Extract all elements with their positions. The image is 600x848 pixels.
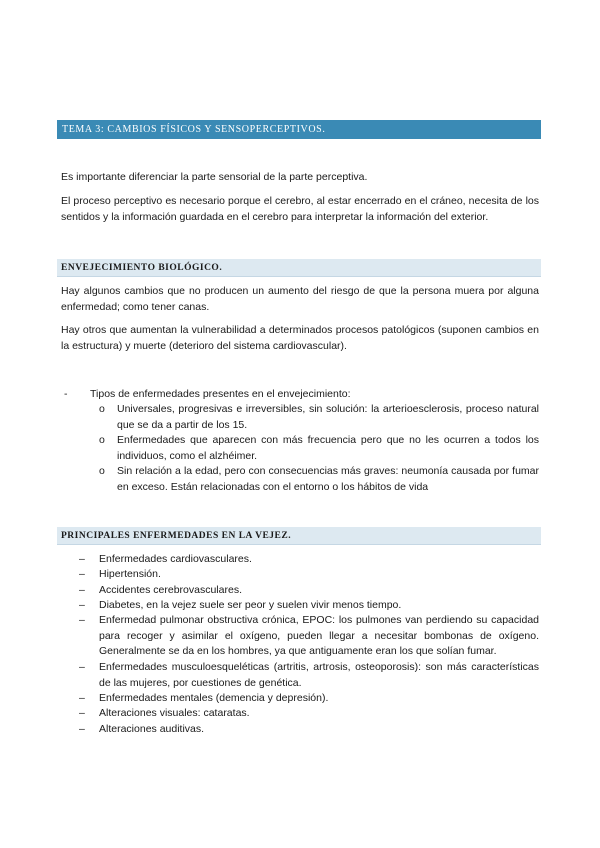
list-dash: –	[79, 661, 85, 673]
list-dash: –	[79, 614, 85, 626]
sub-bullet: o	[99, 434, 105, 446]
list-item: Alteraciones auditivas.	[99, 723, 205, 735]
list-item: Diabetes, en la vejez suele ser peor y suelen vivir menos tiempo.	[99, 599, 402, 611]
list-item: Accidentes cerebrovasculares.	[99, 584, 242, 596]
list-dash: –	[79, 553, 85, 565]
sub-list-item: Universales, progresivas e irreversibles, sin solución: la arterioesclerosis, proceso natural que se da a partir de los 15.	[117, 403, 539, 431]
sub-list-item: Sin relación a la edad, pero con consecuencias más graves: neumonía causada por fumar en exceso. Están relacionadas con el entorno o los hábitos de vida	[117, 465, 539, 493]
section-heading-enfermedades: PRINCIPALES ENFERMEDADES EN LA VEJEZ.	[57, 527, 541, 545]
section-heading-envejecimiento: ENVEJECIMIENTO BIOLÓGICO.	[57, 259, 541, 277]
list-item: Enfermedades musculoesqueléticas (artritis, artrosis, osteoporosis): son más características de las mujeres, por cuestiones de genética.	[99, 661, 539, 689]
section1-paragraph-1: Hay algunos cambios que no producen un aumento del riesgo de que la persona muera por alguna enfermedad; como tener canas.	[61, 285, 539, 313]
page-title: TEMA 3: CAMBIOS FÍSICOS Y SENSOPERCEPTIVOS.	[57, 120, 541, 139]
list-dash: –	[79, 723, 85, 735]
list-item: Alteraciones visuales: cataratas.	[99, 707, 250, 719]
list-bullet: -	[64, 388, 68, 400]
list-dash: –	[79, 692, 85, 704]
intro-paragraph-2: El proceso perceptivo es necesario porque el cerebro, al estar encerrado en el cráneo, necesita de los sentidos y la información guardada en el cerebro para interpretar la información del exterior.	[61, 195, 539, 223]
sub-bullet: o	[99, 465, 105, 477]
list-dash: –	[79, 584, 85, 596]
sub-list-item: Enfermedades que aparecen con más frecuencia pero que no les ocurren a todos los individuos, como el alzhéimer.	[117, 434, 539, 462]
list-item-title: Tipos de enfermedades presentes en el envejecimiento:	[90, 388, 351, 400]
section1-paragraph-2: Hay otros que aumentan la vulnerabilidad a determinados procesos patológicos (suponen cambios en la estructura) y muerte (deterioro del sistema cardiovascular).	[61, 324, 539, 352]
list-item: Enfermedad pulmonar obstructiva crónica, EPOC: los pulmones van perdiendo su capacidad para recoger y asimilar el oxígeno, pueden llegar a necesitar bombonas de oxígeno. Generalmente se da en los hombres, ya que antiguamente eran los que solían fumar.	[99, 614, 539, 658]
list-item: Enfermedades mentales (demencia y depresión).	[99, 692, 329, 704]
intro-paragraph-1: Es importante diferenciar la parte sensorial de la parte perceptiva.	[61, 171, 368, 183]
sub-bullet: o	[99, 403, 105, 415]
list-dash: –	[79, 568, 85, 580]
list-item: Enfermedades cardiovasculares.	[99, 553, 252, 565]
list-dash: –	[79, 599, 85, 611]
list-item: Hipertensión.	[99, 568, 161, 580]
list-dash: –	[79, 707, 85, 719]
